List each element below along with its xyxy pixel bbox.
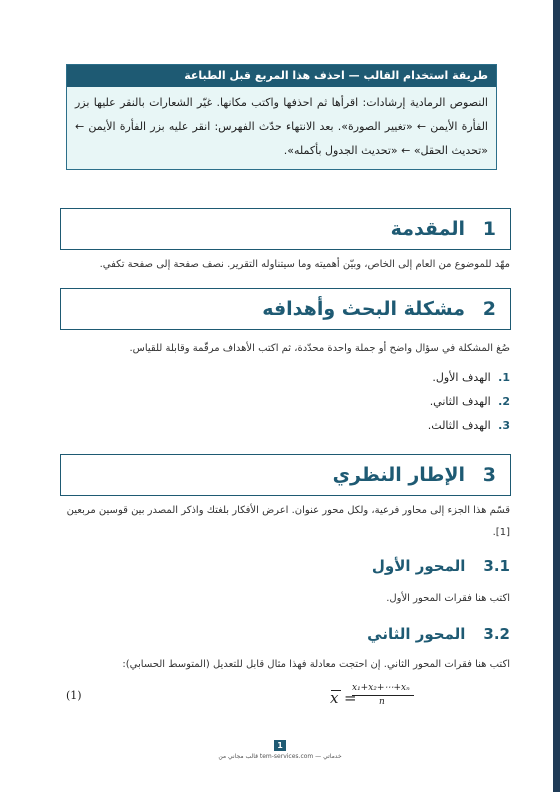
mean-equation [330, 683, 420, 713]
axis-2-text: اكتب هنا فقرات المحور الثاني. إن احتجت معادلة فهذا مثال قابل للتعديل (المتوسط الحسابي): [122, 659, 510, 670]
section-number: 2 [482, 298, 496, 320]
section-title: مشكلة البحث وأهدافه [262, 298, 465, 320]
subsection-heading-axis-2 [367, 624, 510, 644]
goal-number: 1. [498, 371, 510, 384]
footer-credit: قالب مجاني من tem-services.com — خدماتي [218, 753, 342, 760]
subsection-number: 3.2 [483, 625, 510, 643]
section-title: الإطار النظري [332, 464, 465, 486]
equation-numerator: x₁+x₂+⋯+xₙ [352, 683, 410, 693]
page-edge-bar [553, 0, 560, 792]
theory-text: قسّم هذا الجزء إلى محاور فرعية، ولكل محور عنوان. اعرض الأفكار بلغتك واذكر المصدر بين قوسين مربعين [1]. [66, 505, 510, 538]
introduction-text: مهّد للموضوع من العام إلى الخاص، وبيّن أهميته وما سيتناوله التقرير. نصف صفحة إلى صفحة تكفي. [99, 259, 510, 270]
subsection-title: المحور الأول [371, 557, 466, 575]
instructions-box [66, 64, 497, 170]
goal-item [428, 418, 510, 434]
axis-1-text: اكتب هنا فقرات المحور الأول. [386, 593, 510, 604]
goal-item [430, 394, 510, 410]
subsection-number: 3.1 [483, 557, 510, 575]
goal-text: الهدف الثالث. [427, 419, 491, 432]
goal-number: 2. [498, 395, 510, 408]
fraction-line [352, 695, 414, 696]
goal-item [432, 370, 510, 386]
instructions-text: النصوص الرمادية إرشادات: اقرأها ثم احذفها واكتب مكانها. غيّر الشعارات بالنقر عليها بزر الفأرة الأيمن ← «تغيير الصورة». بعد الانتهاء حدّث الفهرس: انقر عليه بزر الفأرة الأيمن ← «تحديث الحقل» ← «تحديث الجدول بأكمله». [75, 96, 488, 157]
page-number: 1 [274, 740, 286, 751]
goal-text: الهدف الأول. [432, 371, 491, 384]
section-heading-problem [60, 288, 511, 330]
goal-number: 3. [498, 419, 510, 432]
problem-text: صُغ المشكلة في سؤال واضح أو جملة واحدة محدّدة، ثم اكتب الأهداف مرقّمة وقابلة للقياس. [129, 343, 510, 354]
equation-equals: = [344, 689, 357, 707]
section-heading-theory [60, 454, 511, 496]
section-number: 3 [482, 464, 496, 486]
section-heading-introduction [60, 208, 511, 250]
instructions-title: طريقة استخدام القالب — احذف هذا المربع قبل الطباعة [67, 65, 496, 87]
section-title: المقدمة [390, 218, 465, 240]
equation-number: (1) [66, 689, 82, 702]
subsection-title: المحور الثاني [367, 625, 466, 643]
goal-text: الهدف الثاني. [429, 395, 491, 408]
subsection-heading-axis-1 [372, 556, 510, 576]
equation-lhs: x [330, 689, 339, 707]
section-number: 1 [482, 218, 496, 240]
equation-denominator: n [379, 697, 385, 707]
